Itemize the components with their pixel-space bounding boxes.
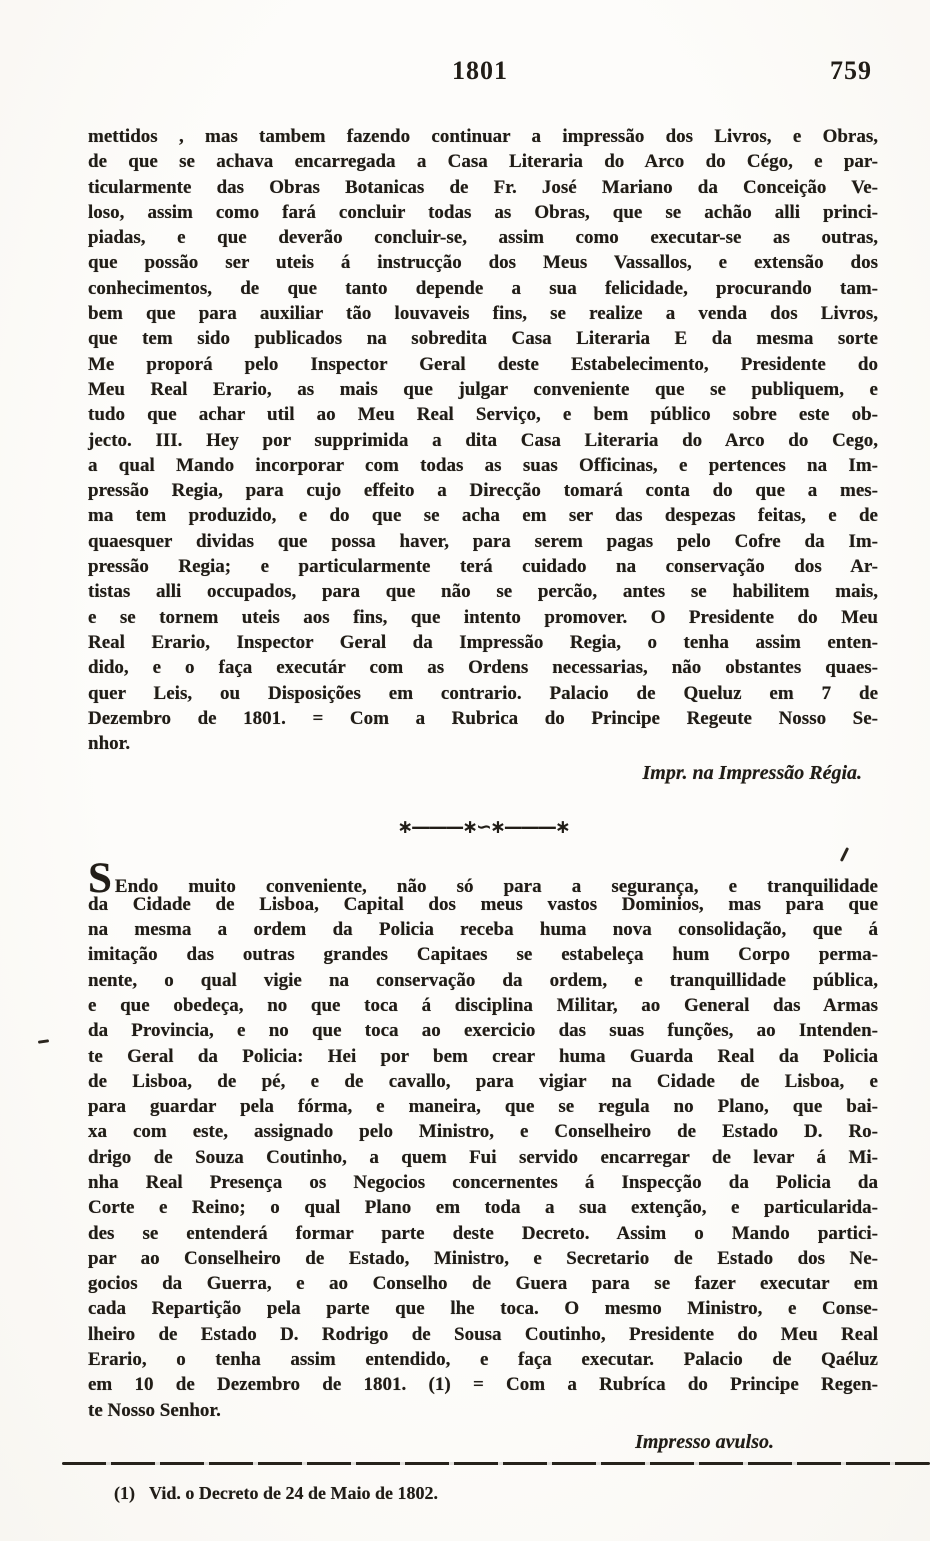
text-line: tistas alli occupados, para que não se percão, antes se habilitem mais, [88,581,878,603]
text-line: par ao Conselheiro de Estado, Ministro, e Secretario de Estado dos Ne- [88,1247,878,1269]
footnote-marker: (1) [114,1482,135,1503]
page-number: 759 [829,56,872,85]
text-line: Me proporá pelo Inspector Geral deste Estabelecimento, Presidente do [88,353,878,375]
text-line: pressão Regia, para cujo effeito a Direcção tomará conta do que a mes- [88,480,878,502]
text-line: de Lisboa, de pé, e de cavallo, para vigiar na Cidade de Lisboa, e [88,1070,878,1092]
decree-paragraph-2-lines [88,892,878,1398]
footnote [88,1481,878,1505]
text-line: drigo de Souza Coutinho, a quem Fui servido encarregar de levar á Mi- [88,1146,878,1168]
text-line: para guardar pela fórma, e maneira, que se regula no Plano, que bai- [88,1096,878,1118]
text-line: des se entenderá formar parte deste Decreto. Assim o Mando partici- [88,1222,878,1244]
text-line: quaesquer dividas que possa haver, para serem pagas pelo Cofre da Im- [88,530,878,552]
text-line: lheiro de Estado D. Rodrigo de Sousa Coutinho, Presidente do Meu Real [88,1323,878,1345]
text-line: pressão Regia; e particularmente terá cuidado na conservação dos Ar- [88,556,878,578]
text-line: Real Erario, Inspector Geral da Impressão Regia, o tenha assim enten- [88,631,878,653]
text-line: Meu Real Erario, as mais que julgar conveniente que se publiquem, e [88,378,878,400]
text-line: piadas, e que deverão concluir-se, assim como executar-se as outras, [88,227,878,249]
text-line: nha Real Presença os Negocios concernentes á Inspecção da Policia da [88,1171,878,1193]
drop-cap-initial: S [88,855,112,903]
text-line: nhor. [88,733,131,755]
text-line [88,855,878,903]
text-line: da Cidade de Lisboa, Capital dos meus vastos Dominios, mas para que [88,893,878,915]
footnote-divider-rule [62,1462,930,1465]
text-line: a qual Mando incorporar com todas as suas Officinas, e pertences na Im- [88,454,878,476]
year-header: 1801 [451,56,508,85]
text-line: e se tornem uteis aos fins, que intento promover. O Presidente do Meu [88,606,878,628]
text-block [88,56,878,1505]
text-line: loso, assim como fará concluir todas as Obras, que se achão alli princi- [88,201,878,223]
text-line: que possão ser uteis á instrucção dos Meus Vassallos, e extensão dos [88,252,878,274]
printer-signature: Impr. na Impressão Régia. [642,762,862,785]
text-line: quer Leis, ou Disposições em contrario. Palacio de Queluz em 7 de [88,682,878,704]
text-line: de que se achava encarregada a Casa Literaria do Arco do Cégo, e par- [88,151,878,173]
text-line: Corte e Reino; o qual Plano em toda a sua extenção, e particularida- [88,1197,878,1219]
page-header [88,56,878,86]
text-line: gocios da Guerra, e ao Conselho de Guera para se fazer executar em [88,1273,878,1295]
text-line: xa com este, assignado pelo Ministro, e Conselheiro de Estado D. Ro- [88,1121,878,1143]
text-line: conhecimentos, de que tanto depende a sua felicidade, procurando tam- [88,277,878,299]
text-line: tudo que achar util ao Meu Real Serviço, e bem público sobre este ob- [88,404,878,426]
text-line: Dezembro de 1801. = Com a Rubrica do Principe Regeute Nosso Se- [88,707,878,729]
text-line: nente, o qual vigie na conservação da ordem, e tranquillidade pública, [88,969,878,991]
first-line-text: Endo muito conveniente, não só para a segurança, e tranquilidade [114,876,878,898]
decree-paragraph-1 [88,124,878,731]
text-line: te Geral da Policia: Hei por bem crear huma Guarda Real da Policia [88,1045,878,1067]
text-line: dido, e o faça executár com as Ordens necessarias, não obstantes quaes- [88,657,878,679]
text-line: ma tem produzido, e do que se acha em ser das despezas feitas, e de [88,505,878,527]
text-line: da Provincia, e no que toca ao exercicio das suas funções, ao Intenden- [88,1020,878,1042]
impresso-avulso-note: Impresso avulso. [635,1430,774,1453]
footnote-text: Vid. o Decreto de 24 de Maio de 1802. [149,1482,438,1503]
text-line: e que obedeça, no que toca á disciplina Militar, ao General das Armas [88,994,878,1016]
text-line: em 10 de Dezembro de 1801. (1) = Com a Rubríca do Principe Regen- [88,1374,878,1396]
section-divider-ornament: ∗———∗∽∗———∗ [397,816,569,839]
text-line: imitação das outras grandes Capitaes se estabeleça hum Corpo perma- [88,944,878,966]
text-line: ticularmente das Obras Botanicas de Fr. José Mariano da Conceição Ve- [88,176,878,198]
text-line: te Nosso Senhor. [88,1399,221,1421]
decree-paragraph-2 [88,855,878,1423]
text-line: mettidos , mas tambem fazendo continuar a impressão dos Livros, e Obras, [88,126,878,147]
ink-artifact-margin-dash [38,1039,49,1044]
text-line: bem que para auxiliar tão louvaveis fins, se realize a venda dos Livros, [88,303,878,325]
text-line: jecto. III. Hey por supprimida a dita Casa Literaria do Arco do Cego, [88,429,878,451]
text-line: cada Repartição pela parte que lhe toca. O mesmo Ministro, e Conse- [88,1298,878,1320]
text-line: que tem sido publicados na sobredita Casa Literaria E da mesma sorte [88,328,878,350]
text-line: na mesma a ordem da Policia receba huma nova consolidação, que á [88,919,878,941]
text-line: Erario, o tenha assim entendido, e faça executar. Palacio de Qaéluz [88,1349,878,1371]
